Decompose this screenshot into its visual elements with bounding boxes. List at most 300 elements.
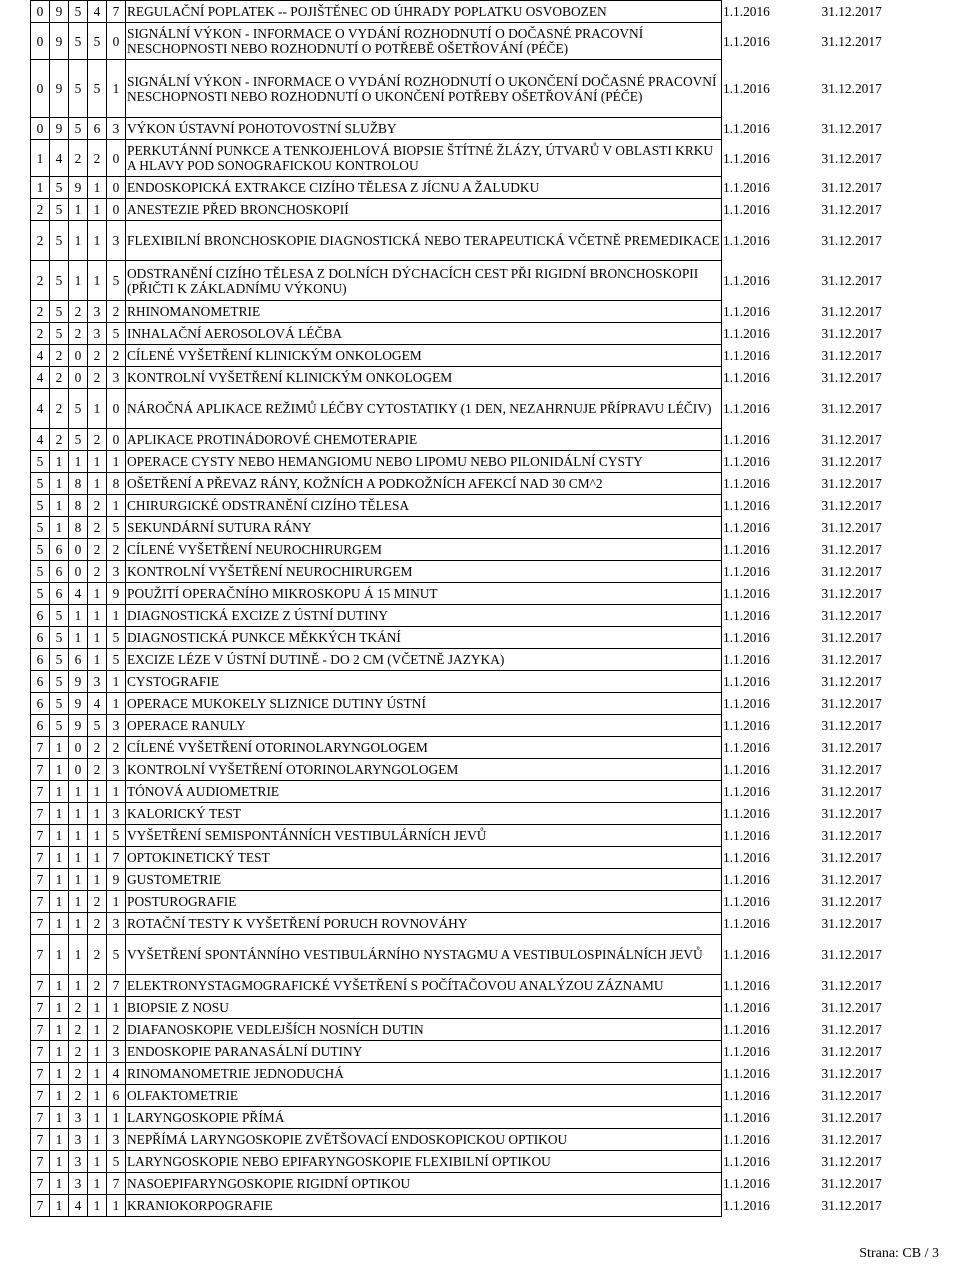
table-row <box>31 301 893 323</box>
valid-to-date: 31.12.2017 <box>821 233 882 248</box>
code-digit: 5 <box>50 649 69 671</box>
code-digit: 7 <box>107 847 126 869</box>
valid-from-date: 1.1.2016 <box>723 326 770 341</box>
valid-from-date: 1.1.2016 <box>723 1022 770 1037</box>
table-row <box>31 23 893 60</box>
code-digit: 7 <box>31 975 50 997</box>
valid-to-date: 31.12.2017 <box>821 1088 882 1103</box>
valid-from-date: 1.1.2016 <box>723 696 770 711</box>
valid-from-date: 1.1.2016 <box>723 498 770 513</box>
code-digit: 2 <box>69 323 88 345</box>
procedure-name: VYŠETŘENÍ SPONTÁNNÍHO VESTIBULÁRNÍHO NYSTAGMU A VESTIBULOSPINÁLNÍCH JEVŮ <box>126 935 722 975</box>
table-row <box>31 997 893 1019</box>
valid-from-date: 1.1.2016 <box>723 1154 770 1169</box>
code-digit: 1 <box>107 605 126 627</box>
table-row <box>31 345 893 367</box>
code-digit: 2 <box>88 759 107 781</box>
code-digit: 1 <box>88 1173 107 1195</box>
code-digit: 4 <box>31 389 50 429</box>
code-digit: 5 <box>50 177 69 199</box>
valid-from-date: 1.1.2016 <box>723 947 770 962</box>
code-digit: 5 <box>50 221 69 261</box>
valid-from-date: 1.1.2016 <box>723 233 770 248</box>
valid-to-date: 31.12.2017 <box>821 498 882 513</box>
code-digit: 2 <box>31 323 50 345</box>
valid-to-date: 31.12.2017 <box>821 806 882 821</box>
table-row <box>31 737 893 759</box>
code-digit: 4 <box>69 1195 88 1217</box>
valid-to-date: 31.12.2017 <box>821 1110 882 1125</box>
valid-from-date: 1.1.2016 <box>723 180 770 195</box>
table-row <box>31 60 893 118</box>
code-digit: 1 <box>107 671 126 693</box>
code-digit: 5 <box>107 323 126 345</box>
table-row <box>31 869 893 891</box>
valid-to-date: 31.12.2017 <box>821 762 882 777</box>
code-digit: 2 <box>31 261 50 301</box>
valid-from-date: 1.1.2016 <box>723 150 770 166</box>
code-digit: 1 <box>88 473 107 495</box>
code-digit: 2 <box>69 301 88 323</box>
code-digit: 2 <box>107 1019 126 1041</box>
code-digit: 1 <box>69 221 88 261</box>
code-digit: 9 <box>50 60 69 118</box>
code-digit: 1 <box>88 1151 107 1173</box>
code-digit: 3 <box>69 1129 88 1151</box>
valid-from-date: 1.1.2016 <box>723 740 770 755</box>
code-digit: 5 <box>69 60 88 118</box>
code-digit: 3 <box>88 671 107 693</box>
valid-to-date: 31.12.2017 <box>821 916 882 931</box>
code-digit: 2 <box>107 301 126 323</box>
code-digit: 1 <box>88 221 107 261</box>
code-digit: 4 <box>88 693 107 715</box>
valid-from-date: 1.1.2016 <box>723 564 770 579</box>
table-row <box>31 671 893 693</box>
code-digit: 5 <box>69 429 88 451</box>
code-digit: 1 <box>50 825 69 847</box>
code-digit: 1 <box>69 605 88 627</box>
code-digit: 5 <box>69 118 88 140</box>
table-row <box>31 429 893 451</box>
valid-to-date: 31.12.2017 <box>821 304 882 319</box>
valid-to-date: 31.12.2017 <box>821 1154 882 1169</box>
code-digit: 7 <box>31 1063 50 1085</box>
code-digit: 7 <box>107 1 126 23</box>
code-digit: 1 <box>50 1107 69 1129</box>
valid-to-date: 31.12.2017 <box>821 586 882 601</box>
code-digit: 3 <box>69 1151 88 1173</box>
procedure-name: TÓNOVÁ AUDIOMETRIE <box>126 781 722 803</box>
code-digit: 1 <box>50 781 69 803</box>
code-digit: 3 <box>107 118 126 140</box>
code-digit: 6 <box>31 605 50 627</box>
code-digit: 1 <box>50 913 69 935</box>
code-digit: 5 <box>31 495 50 517</box>
procedure-name: NASOEPIFARYNGOSKOPIE RIGIDNÍ OPTIKOU <box>126 1173 722 1195</box>
valid-from-date: 1.1.2016 <box>723 81 770 96</box>
procedure-name: OPERACE RANULY <box>126 715 722 737</box>
code-digit: 6 <box>31 671 50 693</box>
code-digit: 1 <box>88 261 107 301</box>
code-digit: 1 <box>31 140 50 177</box>
code-digit: 1 <box>88 1019 107 1041</box>
code-digit: 3 <box>107 367 126 389</box>
code-digit: 2 <box>88 495 107 517</box>
code-digit: 1 <box>107 997 126 1019</box>
code-digit: 2 <box>50 345 69 367</box>
valid-from-date: 1.1.2016 <box>723 1000 770 1015</box>
table-row <box>31 1195 893 1217</box>
code-digit: 8 <box>69 473 88 495</box>
code-digit: 0 <box>31 60 50 118</box>
valid-from-date: 1.1.2016 <box>723 432 770 447</box>
code-digit: 7 <box>31 759 50 781</box>
procedure-name: INHALAČNÍ AEROSOLOVÁ LÉČBA <box>126 323 722 345</box>
code-digit: 0 <box>107 429 126 451</box>
procedure-name: CYSTOGRAFIE <box>126 671 722 693</box>
valid-from-date: 1.1.2016 <box>723 894 770 909</box>
code-digit: 6 <box>50 561 69 583</box>
code-digit: 7 <box>31 1085 50 1107</box>
procedure-name: CÍLENÉ VYŠETŘENÍ OTORINOLARYNGOLOGEM <box>126 737 722 759</box>
code-digit: 1 <box>88 1107 107 1129</box>
table-row <box>31 1019 893 1041</box>
code-digit: 5 <box>31 517 50 539</box>
valid-to-date: 31.12.2017 <box>821 180 882 195</box>
procedure-name: SEKUNDÁRNÍ SUTURA RÁNY <box>126 517 722 539</box>
code-digit: 7 <box>31 847 50 869</box>
valid-to-date: 31.12.2017 <box>821 1198 882 1213</box>
code-digit: 9 <box>69 671 88 693</box>
code-digit: 4 <box>88 1 107 23</box>
procedure-name: DIAFANOSKOPIE VEDLEJŠÍCH NOSNÍCH DUTIN <box>126 1019 722 1041</box>
valid-to-date: 31.12.2017 <box>821 432 882 447</box>
code-digit: 1 <box>50 847 69 869</box>
code-digit: 1 <box>50 1129 69 1151</box>
code-digit: 6 <box>88 118 107 140</box>
valid-from-date: 1.1.2016 <box>723 1110 770 1125</box>
code-digit: 9 <box>50 1 69 23</box>
code-digit: 6 <box>31 627 50 649</box>
code-digit: 1 <box>107 60 126 118</box>
code-digit: 1 <box>88 1063 107 1085</box>
code-digit: 2 <box>50 389 69 429</box>
valid-from-date: 1.1.2016 <box>723 978 770 993</box>
code-digit: 1 <box>50 803 69 825</box>
code-digit: 5 <box>50 693 69 715</box>
procedure-name: VÝKON ÚSTAVNÍ POHOTOVOSTNÍ SLUŽBY <box>126 118 722 140</box>
valid-to-date: 31.12.2017 <box>821 273 882 288</box>
code-digit: 7 <box>31 1129 50 1151</box>
code-digit: 1 <box>88 177 107 199</box>
valid-to-date: 31.12.2017 <box>821 454 882 469</box>
code-digit: 4 <box>69 583 88 605</box>
code-digit: 2 <box>107 539 126 561</box>
code-digit: 5 <box>69 23 88 60</box>
table-row <box>31 935 893 975</box>
valid-to-date: 31.12.2017 <box>821 326 882 341</box>
valid-from-date: 1.1.2016 <box>723 348 770 363</box>
code-digit: 1 <box>69 913 88 935</box>
code-digit: 1 <box>69 891 88 913</box>
valid-to-date: 31.12.2017 <box>821 947 882 962</box>
table-row <box>31 1041 893 1063</box>
code-digit: 3 <box>88 301 107 323</box>
code-digit: 5 <box>50 199 69 221</box>
code-digit: 2 <box>88 345 107 367</box>
procedure-name: DIAGNOSTICKÁ PUNKCE MĚKKÝCH TKÁNÍ <box>126 627 722 649</box>
code-digit: 6 <box>50 539 69 561</box>
valid-to-date: 31.12.2017 <box>821 150 882 166</box>
code-digit: 1 <box>69 847 88 869</box>
code-digit: 0 <box>107 140 126 177</box>
procedure-name: NÁROČNÁ APLIKACE REŽIMŮ LÉČBY CYTOSTATIKY (1 DEN, NEZAHRNUJE PŘÍPRAVU LÉČIV) <box>126 389 722 429</box>
table-row <box>31 583 893 605</box>
procedure-name: POSTUROGRAFIE <box>126 891 722 913</box>
code-digit: 1 <box>50 1019 69 1041</box>
code-digit: 7 <box>31 1195 50 1217</box>
table-row <box>31 561 893 583</box>
code-digit: 1 <box>69 199 88 221</box>
code-digit: 0 <box>107 23 126 60</box>
code-digit: 5 <box>107 649 126 671</box>
procedure-name: FLEXIBILNÍ BRONCHOSKOPIE DIAGNOSTICKÁ NEBO TERAPEUTICKÁ VČETNĚ PREMEDIKACE <box>126 221 722 261</box>
valid-from-date: 1.1.2016 <box>723 718 770 733</box>
valid-from-date: 1.1.2016 <box>723 401 770 416</box>
code-digit: 3 <box>107 715 126 737</box>
code-digit: 9 <box>69 177 88 199</box>
procedure-name: ROTAČNÍ TESTY K VYŠETŘENÍ PORUCH ROVNOVÁHY <box>126 913 722 935</box>
code-digit: 7 <box>107 1173 126 1195</box>
code-digit: 7 <box>31 913 50 935</box>
code-digit: 3 <box>107 803 126 825</box>
code-digit: 1 <box>50 1195 69 1217</box>
table-row <box>31 495 893 517</box>
valid-to-date: 31.12.2017 <box>821 348 882 363</box>
code-digit: 7 <box>31 737 50 759</box>
code-digit: 2 <box>69 1063 88 1085</box>
code-digit: 2 <box>88 737 107 759</box>
table-row <box>31 118 893 140</box>
table-row <box>31 177 893 199</box>
code-digit: 1 <box>50 451 69 473</box>
code-digit: 3 <box>107 1041 126 1063</box>
code-digit: 3 <box>107 561 126 583</box>
valid-from-date: 1.1.2016 <box>723 762 770 777</box>
code-digit: 2 <box>88 561 107 583</box>
code-digit: 3 <box>107 1129 126 1151</box>
table-row <box>31 1063 893 1085</box>
table-row <box>31 1151 893 1173</box>
code-digit: 1 <box>88 825 107 847</box>
valid-from-date: 1.1.2016 <box>723 1176 770 1191</box>
valid-to-date: 31.12.2017 <box>821 81 882 96</box>
code-digit: 1 <box>88 627 107 649</box>
code-digit: 8 <box>69 495 88 517</box>
table-row <box>31 323 893 345</box>
code-digit: 2 <box>88 891 107 913</box>
code-digit: 5 <box>50 671 69 693</box>
procedure-name: REGULAČNÍ POPLATEK -- POJIŠTĚNEC OD ÚHRADY POPLATKU OSVOBOZEN <box>126 1 722 23</box>
procedure-name: GUSTOMETRIE <box>126 869 722 891</box>
code-digit: 5 <box>31 561 50 583</box>
table-row <box>31 913 893 935</box>
code-digit: 2 <box>31 199 50 221</box>
code-digit: 1 <box>69 869 88 891</box>
code-digit: 2 <box>88 140 107 177</box>
code-digit: 1 <box>69 935 88 975</box>
valid-to-date: 31.12.2017 <box>821 33 882 49</box>
code-digit: 1 <box>88 847 107 869</box>
code-digit: 0 <box>107 177 126 199</box>
valid-from-date: 1.1.2016 <box>723 674 770 689</box>
procedure-name: PERKUTÁNNÍ PUNKCE A TENKOJEHLOVÁ BIOPSIE ŠTÍTNÉ ŽLÁZY, ÚTVARŮ V OBLASTI KRKU A HLAVY POD SONOGRAFICKOU KONTROLOU <box>126 140 722 177</box>
code-digit: 0 <box>31 118 50 140</box>
table-row <box>31 140 893 177</box>
code-digit: 1 <box>88 389 107 429</box>
code-digit: 9 <box>69 715 88 737</box>
code-digit: 1 <box>107 451 126 473</box>
table-row <box>31 1085 893 1107</box>
valid-to-date: 31.12.2017 <box>821 4 882 19</box>
table-row <box>31 715 893 737</box>
code-digit: 1 <box>69 627 88 649</box>
code-digit: 2 <box>107 737 126 759</box>
code-digit: 5 <box>31 451 50 473</box>
code-digit: 3 <box>107 221 126 261</box>
table-row <box>31 221 893 261</box>
table-row <box>31 539 893 561</box>
code-digit: 2 <box>69 1041 88 1063</box>
code-digit: 2 <box>69 997 88 1019</box>
code-digit: 2 <box>50 367 69 389</box>
procedure-name: OŠETŘENÍ A PŘEVAZ RÁNY, KOŽNÍCH A PODKOŽNÍCH AFEKCÍ NAD 30 CM^2 <box>126 473 722 495</box>
procedure-name: KRANIOKORPOGRAFIE <box>126 1195 722 1217</box>
valid-from-date: 1.1.2016 <box>723 586 770 601</box>
code-digit: 0 <box>69 561 88 583</box>
code-digit: 1 <box>107 781 126 803</box>
valid-from-date: 1.1.2016 <box>723 916 770 931</box>
code-digit: 1 <box>88 1129 107 1151</box>
valid-from-date: 1.1.2016 <box>723 273 770 288</box>
table-row <box>31 389 893 429</box>
code-digit: 1 <box>69 781 88 803</box>
code-digit: 7 <box>107 975 126 997</box>
code-digit: 2 <box>88 975 107 997</box>
table-row <box>31 825 893 847</box>
code-digit: 7 <box>31 997 50 1019</box>
valid-from-date: 1.1.2016 <box>723 202 770 217</box>
procedure-name: ELEKTRONYSTAGMOGRAFICKÉ VYŠETŘENÍ S POČÍTAČOVOU ANALÝZOU ZÁZNAMU <box>126 975 722 997</box>
procedure-name: POUŽITÍ OPERAČNÍHO MIKROSKOPU Á 15 MINUT <box>126 583 722 605</box>
procedure-name: VYŠETŘENÍ SEMISPONTÁNNÍCH VESTIBULÁRNÍCH JEVŮ <box>126 825 722 847</box>
code-digit: 1 <box>107 1195 126 1217</box>
code-digit: 3 <box>69 1173 88 1195</box>
valid-to-date: 31.12.2017 <box>821 476 882 491</box>
code-digit: 1 <box>88 199 107 221</box>
valid-from-date: 1.1.2016 <box>723 652 770 667</box>
table-row <box>31 759 893 781</box>
valid-to-date: 31.12.2017 <box>821 542 882 557</box>
code-digit: 1 <box>88 1195 107 1217</box>
valid-to-date: 31.12.2017 <box>821 520 882 535</box>
code-digit: 0 <box>31 1 50 23</box>
valid-from-date: 1.1.2016 <box>723 520 770 535</box>
procedure-name: ENDOSKOPICKÁ EXTRAKCE CIZÍHO TĚLESA Z JÍCNU A ŽALUDKU <box>126 177 722 199</box>
valid-from-date: 1.1.2016 <box>723 1044 770 1059</box>
code-digit: 1 <box>50 869 69 891</box>
code-digit: 1 <box>88 605 107 627</box>
procedure-name: SIGNÁLNÍ VÝKON - INFORMACE O VYDÁNÍ ROZHODNUTÍ O DOČASNÉ PRACOVNÍ NESCHOPNOSTI NEBO ROZHODNUTÍ O POTŘEBĚ OŠETŘOVÁNÍ (PÉČE) <box>126 23 722 60</box>
code-digit: 1 <box>50 473 69 495</box>
valid-from-date: 1.1.2016 <box>723 806 770 821</box>
procedure-name: APLIKACE PROTINÁDOROVÉ CHEMOTERAPIE <box>126 429 722 451</box>
table-row <box>31 517 893 539</box>
code-digit: 2 <box>88 935 107 975</box>
code-digit: 6 <box>31 693 50 715</box>
code-digit: 7 <box>31 803 50 825</box>
code-digit: 1 <box>107 495 126 517</box>
code-digit: 5 <box>50 715 69 737</box>
valid-to-date: 31.12.2017 <box>821 1132 882 1147</box>
code-digit: 1 <box>107 693 126 715</box>
code-digit: 3 <box>69 1107 88 1129</box>
valid-to-date: 31.12.2017 <box>821 894 882 909</box>
code-digit: 6 <box>50 583 69 605</box>
valid-to-date: 31.12.2017 <box>821 718 882 733</box>
code-digit: 1 <box>50 975 69 997</box>
code-digit: 2 <box>88 913 107 935</box>
code-digit: 5 <box>107 261 126 301</box>
valid-to-date: 31.12.2017 <box>821 1066 882 1081</box>
valid-from-date: 1.1.2016 <box>723 828 770 843</box>
valid-from-date: 1.1.2016 <box>723 4 770 19</box>
valid-to-date: 31.12.2017 <box>821 828 882 843</box>
code-digit: 7 <box>31 1019 50 1041</box>
valid-to-date: 31.12.2017 <box>821 1022 882 1037</box>
code-digit: 6 <box>107 1085 126 1107</box>
code-digit: 0 <box>31 23 50 60</box>
code-digit: 7 <box>31 1173 50 1195</box>
code-digit: 5 <box>31 473 50 495</box>
valid-to-date: 31.12.2017 <box>821 1000 882 1015</box>
code-digit: 2 <box>69 1019 88 1041</box>
table-row <box>31 803 893 825</box>
code-digit: 1 <box>50 737 69 759</box>
code-digit: 1 <box>50 1041 69 1063</box>
code-digit: 2 <box>69 1085 88 1107</box>
code-digit: 5 <box>88 23 107 60</box>
code-digit: 7 <box>31 781 50 803</box>
procedure-name: RHINOMANOMETRIE <box>126 301 722 323</box>
valid-from-date: 1.1.2016 <box>723 304 770 319</box>
code-digit: 9 <box>50 118 69 140</box>
code-digit: 9 <box>107 583 126 605</box>
table-row <box>31 1107 893 1129</box>
procedure-name: SIGNÁLNÍ VÝKON - INFORMACE O VYDÁNÍ ROZHODNUTÍ O UKONČENÍ DOČASNÉ PRACOVNÍ NESCHOPNOSTI NEBO ROZHODNUTÍ O UKONČENÍ POTŘEBY OŠETŘOVÁNÍ (PÉČE) <box>126 60 722 118</box>
code-digit: 1 <box>69 975 88 997</box>
valid-from-date: 1.1.2016 <box>723 872 770 887</box>
code-digit: 9 <box>69 693 88 715</box>
code-digit: 0 <box>69 367 88 389</box>
table-row <box>31 1129 893 1151</box>
code-digit: 5 <box>107 1151 126 1173</box>
procedure-name: KONTROLNÍ VYŠETŘENÍ OTORINOLARYNGOLOGEM <box>126 759 722 781</box>
procedure-codes-body <box>31 1 893 1217</box>
valid-to-date: 31.12.2017 <box>821 121 882 136</box>
procedure-name: KONTROLNÍ VYŠETŘENÍ KLINICKÝM ONKOLOGEM <box>126 367 722 389</box>
